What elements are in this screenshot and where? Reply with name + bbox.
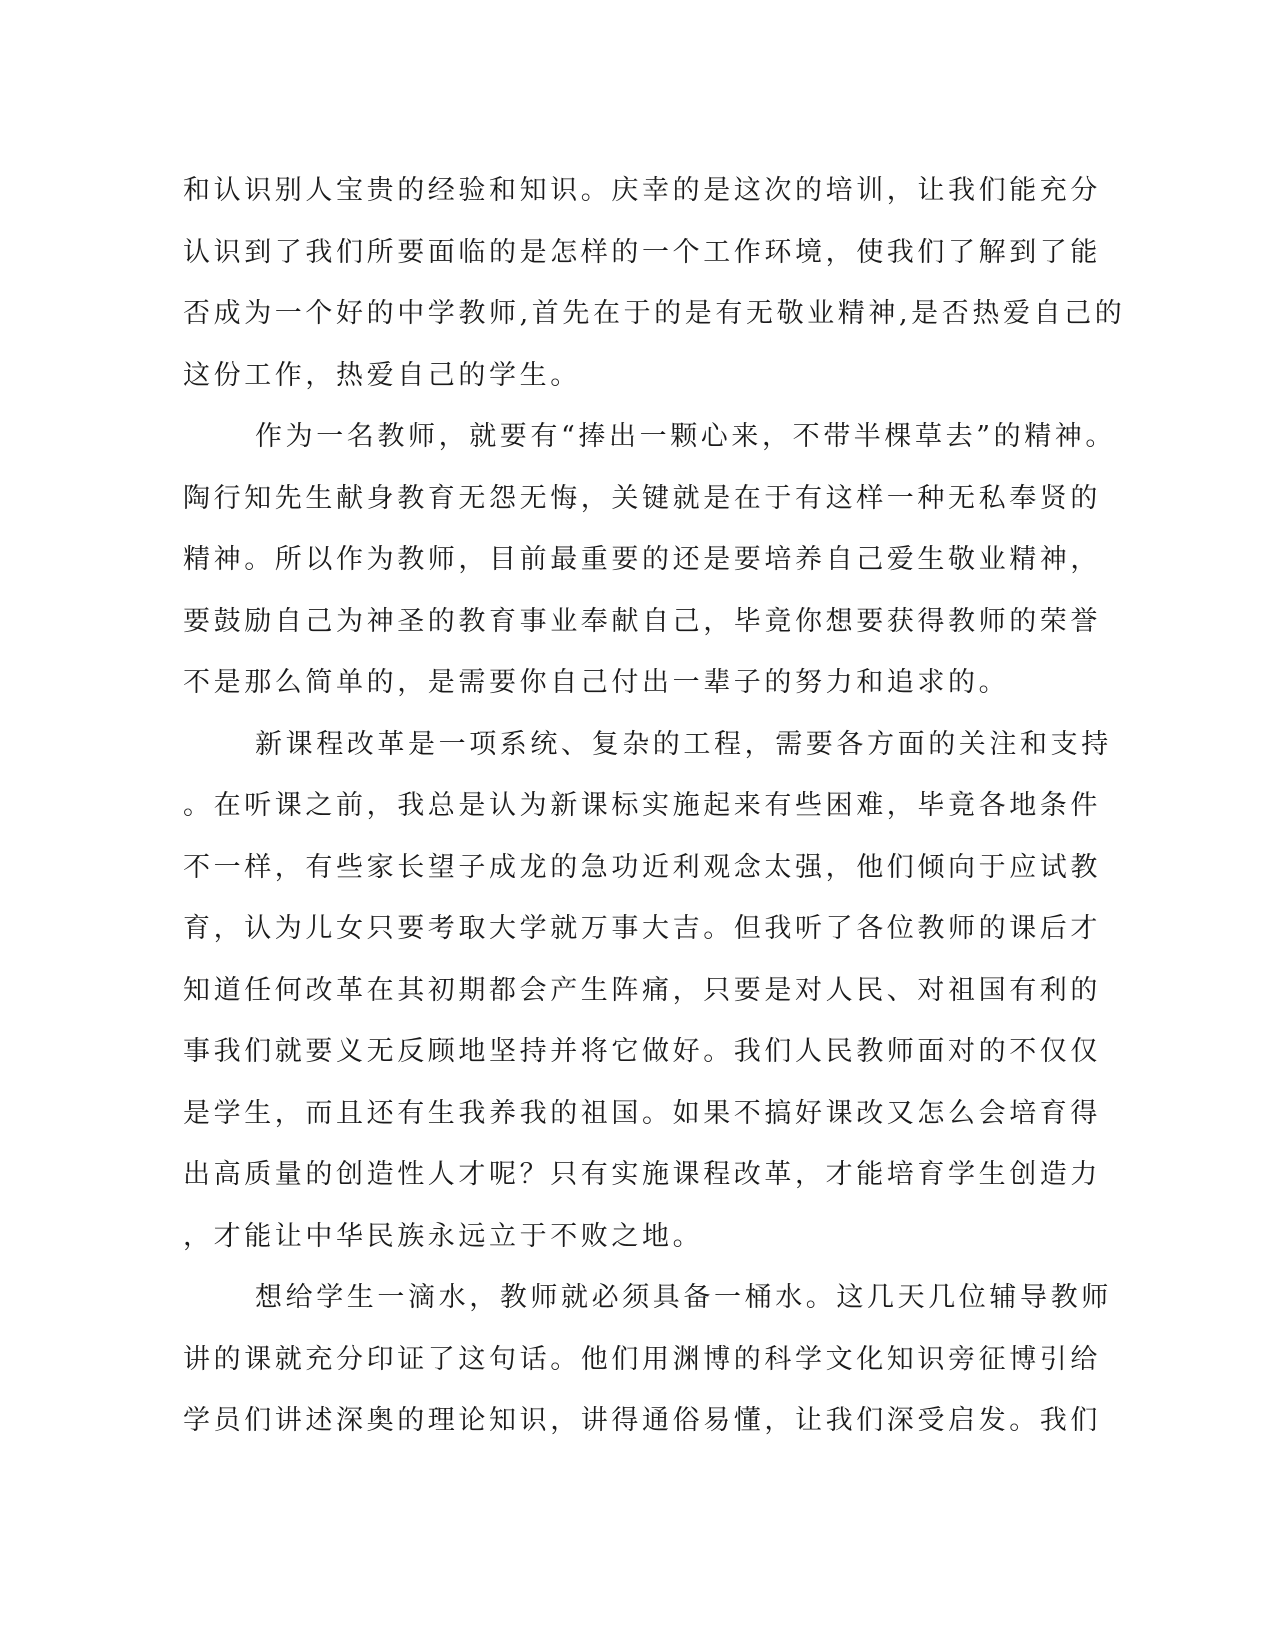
text-line: 认识到了我们所要面临的是怎样的一个工作环境，使我们了解到了能: [183, 236, 1101, 268]
text-line: 学员们讲述深奥的理论知识，讲得通俗易懂，让我们深受启发。我们: [183, 1405, 1101, 1436]
text-line: 和认识别人宝贵的经验和知识。庆幸的是这次的培训，让我们能充分: [183, 175, 1101, 206]
text-line: 精神。所以作为教师，目前最重要的还是要培养自己爱生敬业精神，: [183, 544, 1101, 575]
text-line: 出高质量的创造性人才呢？只有实施课程改革，才能培育学生创造力: [183, 1159, 1101, 1190]
text-line: 不是那么简单的，是需要你自己付出一辈子的努力和追求的。: [183, 667, 1010, 698]
text-line: 否成为一个好的中学教师,首先在于的是有无敬业精神,是否热爱自己的: [183, 298, 1126, 329]
paragraph-first-line: 想给学生一滴水，教师就必须具备一桶水。这几天几位辅导教师: [255, 1282, 1112, 1313]
text-line: 育，认为儿女只要考取大学就万事大吉。但我听了各位教师的课后才: [183, 913, 1101, 944]
text-line: 是学生，而且还有生我养我的祖国。如果不搞好课改又怎么会培育得: [183, 1097, 1101, 1129]
body-text: [183, 160, 1126, 1452]
text-line: 知道任何改革在其初期都会产生阵痛，只要是对人民、对祖国有利的: [183, 974, 1101, 1006]
text-line: 不一样，有些家长望子成龙的急功近利观念太强，他们倾向于应试教: [183, 851, 1101, 883]
text-line: 事我们就要义无反顾地坚持并将它做好。我们人民教师面对的不仅仅: [183, 1036, 1101, 1067]
text-line: 陶行知先生献身教育无怨无悔，关键就是在于有这样一种无私奉贤的: [183, 482, 1101, 514]
text-line: ，才能让中华民族永远立于不败之地。: [183, 1220, 704, 1252]
text-line: 要鼓励自己为神圣的教育事业奉献自己，毕竟你想要获得教师的荣誉: [183, 605, 1101, 637]
text-line: 讲的课就充分印证了这句话。他们用渊博的科学文化知识旁征博引给: [183, 1343, 1101, 1375]
text-line: 这份工作，热爱自己的学生。: [183, 359, 581, 391]
paragraph-first-line: 作为一名教师，就要有“捧出一颗心来，不带半棵草去”的精神。: [255, 421, 1117, 452]
text-line: 。在听课之前，我总是认为新课标实施起来有些困难，毕竟各地条件: [183, 790, 1101, 821]
paragraph-first-line: 新课程改革是一项系统、复杂的工程，需要各方面的关注和支持: [255, 728, 1112, 760]
